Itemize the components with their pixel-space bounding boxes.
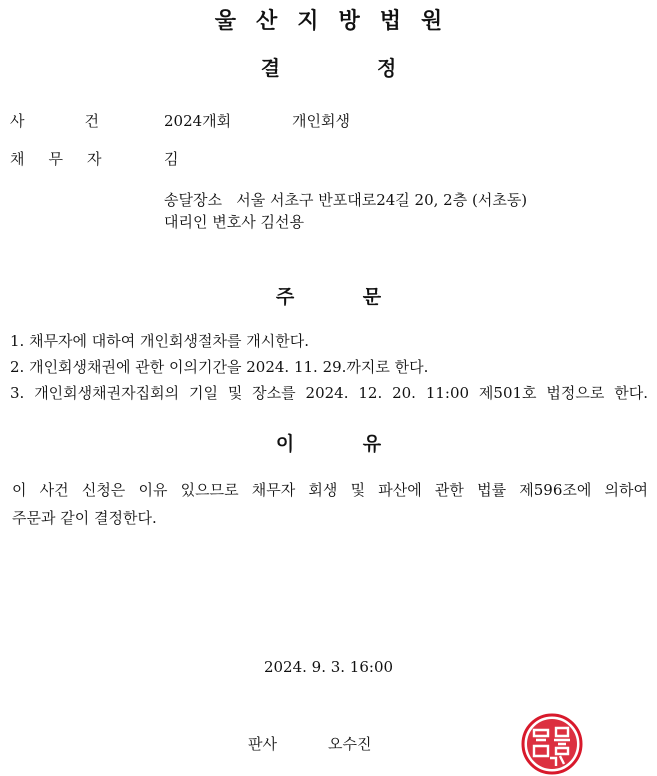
order-item: 2. 개인회생채권에 관한 이의기간을 2024. 11. 29.까지로 한다. (10, 358, 429, 376)
document-title: 결 정 (260, 56, 397, 80)
debtor-name: 김 (164, 150, 179, 168)
order-item: 3. 개인회생채권자집회의 기일 및 장소를 2024. 12. 20. 11:00 제501호 법정으로 한다. (10, 384, 648, 402)
case-label: 사건 (10, 112, 159, 130)
court-seal-icon (520, 712, 584, 776)
debtor-agent: 대리인 변호사 김선용 (164, 213, 304, 231)
order-heading: 주 문 (275, 286, 382, 308)
case-name: 개인회생 (292, 112, 350, 130)
judge-name: 오수진 (328, 735, 372, 753)
reason-line: 이 사건 신청은 이유 있으므로 채무자 회생 및 파산에 관한 법률 제596조에 의하여 (12, 481, 648, 499)
reason-heading: 이 유 (275, 433, 382, 455)
debtor-address: 송달장소 서울 서초구 반포대로24길 20, 2층 (서초동) (164, 191, 528, 209)
reason-line: 주문과 같이 결정한다. (12, 509, 157, 527)
debtor-label: 채무자 (10, 150, 126, 168)
court-name: 울산지방법원 (214, 9, 463, 34)
judge-title: 판사 (248, 735, 277, 753)
order-item: 1. 채무자에 대하여 개인회생절차를 개시한다. (10, 332, 309, 350)
case-number: 2024개회 (164, 112, 232, 130)
decision-date: 2024. 9. 3. 16:00 (263, 658, 394, 676)
